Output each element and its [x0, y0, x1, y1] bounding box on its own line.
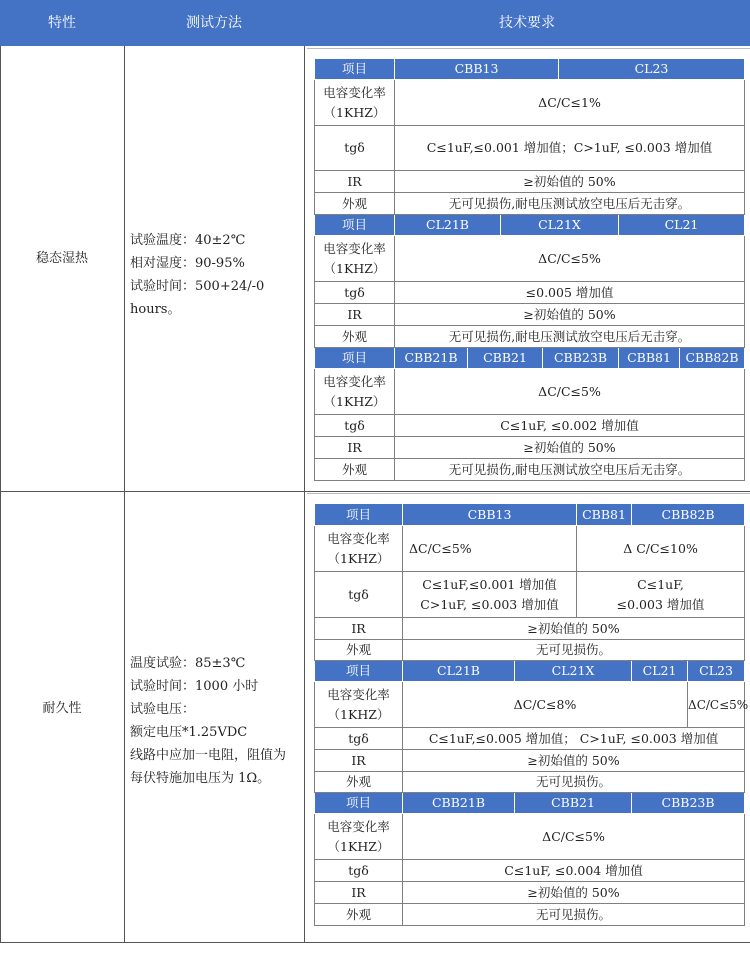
cell-label: IR — [315, 882, 403, 904]
cell-model: CL21X — [515, 661, 632, 682]
table-row — [315, 860, 745, 882]
table-row — [315, 326, 745, 348]
grid-line — [304, 46, 305, 943]
table-row — [315, 793, 745, 814]
cell-label: 外观 — [315, 193, 395, 215]
table-row — [315, 904, 745, 926]
cell-item: 项目 — [315, 348, 395, 369]
cell-value: ≥初始值的 50% — [403, 618, 745, 640]
table-row — [315, 572, 745, 618]
cell-model: CBB82B — [632, 504, 745, 526]
cell-value: ΔC/C≤8% — [403, 682, 688, 728]
table-row — [315, 526, 745, 572]
cell-value: 无可见损伤,耐电压测试放空电压后无击穿。 — [395, 459, 745, 481]
cell-value: 无可见损伤。 — [403, 640, 745, 661]
table-row — [315, 682, 745, 728]
cell-value: C≤1uF,≤0.001 增加值；C>1uF, ≤0.003 增加值 — [395, 126, 745, 171]
header-tech-requirements: 技术要求 — [499, 15, 555, 31]
tg-line: ≤0.003 增加值 — [616, 596, 705, 612]
cell-value: 无可见损伤。 — [403, 904, 745, 926]
table-row — [315, 282, 745, 304]
cell-item: 项目 — [315, 504, 403, 526]
table-row — [315, 504, 745, 526]
cell-model: CL21 — [619, 215, 745, 236]
cell-value: ΔC/C≤5% — [395, 236, 745, 282]
cell-value: ≥初始值的 50% — [395, 171, 745, 193]
cell-item: 项目 — [315, 793, 403, 814]
cell-label: IR — [315, 304, 395, 326]
cell-item: 项目 — [315, 215, 395, 236]
header-test-method: 测试方法 — [186, 15, 242, 31]
table-row — [315, 750, 745, 772]
table-row — [315, 772, 745, 793]
cell-item: 项目 — [315, 59, 395, 80]
cell-model: CL21X — [501, 215, 619, 236]
header-feature: 特性 — [48, 15, 76, 31]
cell-model: CBB13 — [403, 504, 577, 526]
table-row — [315, 193, 745, 215]
cell-value: ΔC/C≤5% — [395, 369, 745, 415]
cell-value: ΔC/C≤1% — [395, 80, 745, 126]
cell-value — [577, 572, 745, 618]
cell-model: CBB21 — [468, 348, 543, 369]
method-endurance — [126, 652, 304, 790]
spec-table-top-strip — [307, 493, 750, 502]
cell-label: 外观 — [315, 772, 403, 793]
cell-value: ΔC/C≤5% — [403, 814, 745, 860]
cell-value: 无可见损伤,耐电压测试放空电压后无击穿。 — [395, 193, 745, 215]
cell-label: tgδ — [315, 415, 395, 437]
cell-model: CL23 — [688, 661, 745, 682]
cell-model: CBB21B — [395, 348, 468, 369]
table-row — [315, 882, 745, 904]
spec-table — [314, 503, 749, 926]
method-line: 温度试验：85±3℃ — [130, 656, 246, 671]
feature-steady-damp-heat: 稳态湿热 — [35, 251, 88, 266]
method-line: 线路中应加一电阻，阻值为 — [130, 748, 287, 763]
grid-line — [0, 942, 750, 943]
cell-label: IR — [315, 437, 395, 459]
feature-endurance: 耐久性 — [42, 701, 82, 716]
cell-label: IR — [315, 171, 395, 193]
cell-label: 外观 — [315, 326, 395, 348]
method-line: 试验时间：500+24/-0 — [130, 279, 265, 294]
cell-label: 电容变化率（1KHZ） — [315, 682, 403, 728]
cell-model: CBB81 — [619, 348, 680, 369]
cell-value: ≥初始值的 50% — [395, 437, 745, 459]
table-row — [315, 437, 745, 459]
table-row — [315, 640, 745, 661]
cell-model: CL21B — [403, 661, 515, 682]
cell-model: CBB81 — [577, 504, 632, 526]
cell-value: 无可见损伤,耐电压测试放空电压后无击穿。 — [395, 326, 745, 348]
cell-value — [403, 572, 577, 618]
method-line: 试验电压： — [130, 702, 196, 717]
cell-model: CBB21 — [515, 793, 632, 814]
cell-label: 外观 — [315, 459, 395, 481]
method-line: 试验温度：40±2℃ — [130, 233, 246, 248]
grid-line — [0, 46, 1, 943]
cell-model: CBB23B — [632, 793, 745, 814]
method-line: 试验时间：1000 小时 — [130, 679, 259, 694]
cell-label: IR — [315, 618, 403, 640]
table-row — [315, 215, 745, 236]
cell-model: CL21B — [395, 215, 501, 236]
tg-line: C>1uF, ≤0.003 增加值 — [420, 596, 559, 612]
table-row — [315, 348, 745, 369]
table-row — [315, 171, 745, 193]
cell-label: tgδ — [315, 282, 395, 304]
table-row — [315, 814, 745, 860]
cell-label: 外观 — [315, 904, 403, 926]
cell-value: ΔC/C≤5% — [688, 682, 745, 728]
cell-label: tgδ — [315, 126, 395, 171]
table-row — [315, 415, 745, 437]
cell-model: CL23 — [559, 59, 745, 80]
spec-table-top-strip — [307, 48, 750, 57]
cell-label: 电容变化率（1KHZ） — [315, 369, 395, 415]
method-line: 每伏特施加电压为 1Ω。 — [130, 771, 271, 786]
table-row — [315, 304, 745, 326]
cell-label: 电容变化率（1KHZ） — [315, 814, 403, 860]
cell-label: 电容变化率（1KHZ） — [315, 80, 395, 126]
table-row — [315, 59, 745, 80]
cell-label: tgδ — [315, 572, 403, 618]
cell-label: 电容变化率（1KHZ） — [315, 236, 395, 282]
cell-value: C≤1uF, ≤0.002 增加值 — [395, 415, 745, 437]
table-row — [315, 369, 745, 415]
cell-value: ΔC/C≤5% — [403, 526, 577, 572]
table-row — [315, 236, 745, 282]
cell-model: CBB82B — [680, 348, 745, 369]
cell-label: tgδ — [315, 860, 403, 882]
tg-line: C≤1uF,≤0.001 增加值 — [422, 576, 557, 592]
tg-line: C≤1uF, — [637, 576, 684, 592]
spec-table — [314, 58, 745, 481]
method-line: hours。 — [130, 302, 181, 317]
grid-line — [0, 491, 750, 492]
cell-label: 电容变化率（1KHZ） — [315, 526, 403, 572]
cell-label: 外观 — [315, 640, 403, 661]
cell-value: C≤1uF, ≤0.004 增加值 — [403, 860, 745, 882]
table-row — [315, 126, 745, 171]
cell-model: CBB21B — [403, 793, 515, 814]
table-row — [315, 728, 745, 750]
table-row — [315, 661, 745, 682]
cell-model: CBB13 — [395, 59, 559, 80]
cell-value: ≥初始值的 50% — [403, 882, 745, 904]
cell-model: CL21 — [632, 661, 688, 682]
grid-line — [124, 46, 125, 943]
cell-item: 项目 — [315, 661, 403, 682]
cell-value: 无可见损伤。 — [403, 772, 745, 793]
table-row — [315, 459, 745, 481]
cell-value: ≤0.005 增加值 — [395, 282, 745, 304]
table-row — [315, 618, 745, 640]
cell-value: ≥初始值的 50% — [403, 750, 745, 772]
cell-label: IR — [315, 750, 403, 772]
method-line: 相对湿度：90-95% — [130, 256, 245, 271]
cell-value: Δ C/C≤10% — [577, 526, 745, 572]
cell-label: tgδ — [315, 728, 403, 750]
cell-model: CBB23B — [543, 348, 619, 369]
cell-value: ≥初始值的 50% — [395, 304, 745, 326]
method-line: 额定电压*1.25VDC — [130, 725, 248, 740]
cell-value: C≤1uF,≤0.005 增加值； C>1uF, ≤0.003 增加值 — [403, 728, 745, 750]
table-header — [0, 0, 750, 46]
table-row — [315, 80, 745, 126]
method-steady-damp-heat — [126, 229, 304, 321]
